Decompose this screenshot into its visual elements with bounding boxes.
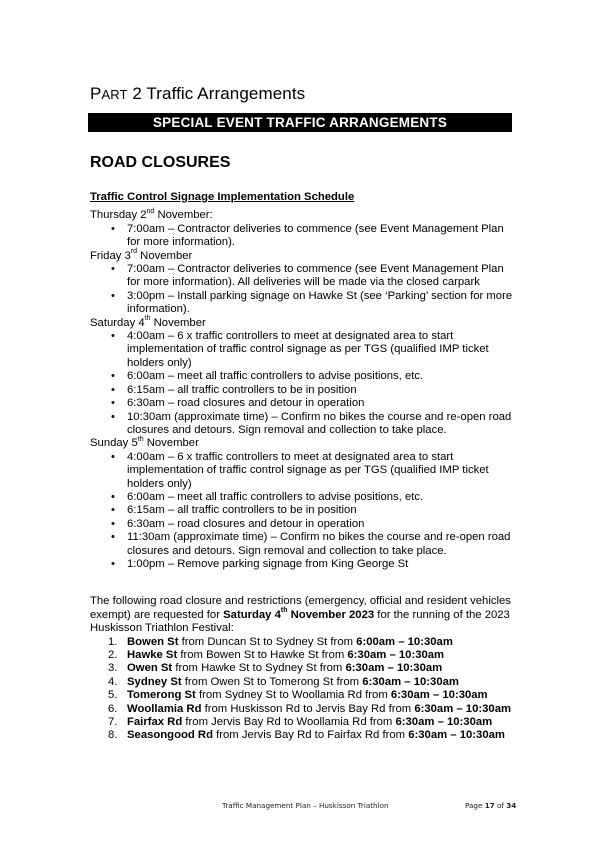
footer-page-number: Page 17 of 34 bbox=[465, 801, 517, 810]
schedule-item-list bbox=[90, 263, 520, 317]
schedule-item-list bbox=[90, 223, 520, 250]
section-banner: SPECIAL EVENT TRAFFIC ARRANGEMENTS bbox=[88, 113, 512, 132]
schedule-item-list bbox=[90, 330, 520, 437]
list-item: • 4:00am – 6 x traffic controllers to meet at designated area to start implementation of traffic control signage as per TGS (qualified IMP ticket holders only) bbox=[90, 330, 520, 370]
part-title-text: 2 Traffic Arrangements bbox=[127, 84, 306, 103]
list-item: • 6:30am – road closures and detour in operation bbox=[90, 397, 520, 410]
schedule-day-heading: Saturday 4th November bbox=[90, 314, 206, 329]
part-title bbox=[90, 84, 305, 104]
schedule-days bbox=[90, 209, 520, 571]
list-item: • 10:30am (approximate time) – Confirm no bikes the course and re-open road closures and detours. Sign removal and collection to take place. bbox=[90, 411, 520, 438]
list-item: • 6:00am – meet all traffic controllers to advise positions, etc. bbox=[90, 491, 520, 504]
closure-item: 4. Sydney St from Owen St to Tomerong St from 6:30am – 10:30am bbox=[108, 675, 459, 688]
schedule-day-heading: Friday 3rd November bbox=[90, 247, 193, 262]
closure-item: 3. Owen St from Hawke St to Sydney St from 6:30am – 10:30am bbox=[108, 662, 443, 675]
list-item: • 6:30am – road closures and detour in operation bbox=[90, 518, 520, 531]
closure-item: 6. Woollamia Rd from Huskisson Rd to Jervis Bay Rd from 6:30am – 10:30am bbox=[108, 702, 512, 715]
footer-title: Traffic Management Plan – Huskisson Triathlon bbox=[222, 801, 389, 810]
closure-item: 7. Fairfax Rd from Jervis Bay Rd to Woollamia Rd from 6:30am – 10:30am bbox=[108, 716, 493, 729]
schedule-day-heading: Sunday 5th November bbox=[90, 435, 199, 450]
list-item: • 4:00am – 6 x traffic controllers to meet at designated area to start implementation of traffic control signage as per TGS (qualified IMP ticket holders only) bbox=[90, 451, 520, 491]
list-item: • 11:30am (approximate time) – Confirm no bikes the course and re-open road closures and detours. Sign removal and collection to take place. bbox=[90, 531, 520, 558]
list-item: • 6:15am – all traffic controllers to be in position bbox=[90, 504, 520, 517]
list-item: • 7:00am – Contractor deliveries to commence (see Event Management Plan for more information). All deliveries will be made via the closed carpark bbox=[90, 263, 520, 290]
closure-item: 1. Bowen St from Duncan St to Sydney St from 6:00am – 10:30am bbox=[108, 635, 453, 648]
closure-list bbox=[90, 636, 520, 743]
closure-item: 2. Hawke St from Bowen St to Hawke St from 6:30am – 10:30am bbox=[108, 649, 445, 661]
list-item: • 3:00pm – Install parking signage on Hawke St (see ‘Parking’ section for more information). bbox=[90, 290, 520, 317]
document-body bbox=[90, 191, 520, 743]
closure-intro: The following road closure and restrictions (emergency, official and resident vehicles exempt) are requested for Saturday 4th November 2023 for the running of the 2023 Huskisson Triathlon Festival: bbox=[90, 595, 511, 635]
list-item: • 7:00am – Contractor deliveries to commence (see Event Management Plan for more information). bbox=[90, 223, 520, 250]
section-heading: ROAD CLOSURES bbox=[90, 154, 231, 171]
list-item: • 6:15am – all traffic controllers to be in position bbox=[90, 384, 520, 397]
part-title-smallcaps: ART bbox=[101, 87, 128, 102]
part-title-initial: P bbox=[90, 84, 102, 103]
schedule-title: Traffic Control Signage Implementation Schedule bbox=[90, 191, 355, 203]
closure-item: 8. Seasongood Rd from Jervis Bay Rd to Fairfax Rd from 6:30am – 10:30am bbox=[108, 729, 505, 742]
schedule-item-list bbox=[90, 451, 520, 572]
list-item: • 6:00am – meet all traffic controllers to advise positions, etc. bbox=[90, 370, 520, 383]
schedule-day-heading: Thursday 2nd November: bbox=[90, 207, 213, 222]
closure-item: 5. Tomerong St from Sydney St to Woollamia Rd from 6:30am – 10:30am bbox=[108, 689, 488, 702]
list-item: • 1:00pm – Remove parking signage from King George St bbox=[90, 558, 520, 571]
